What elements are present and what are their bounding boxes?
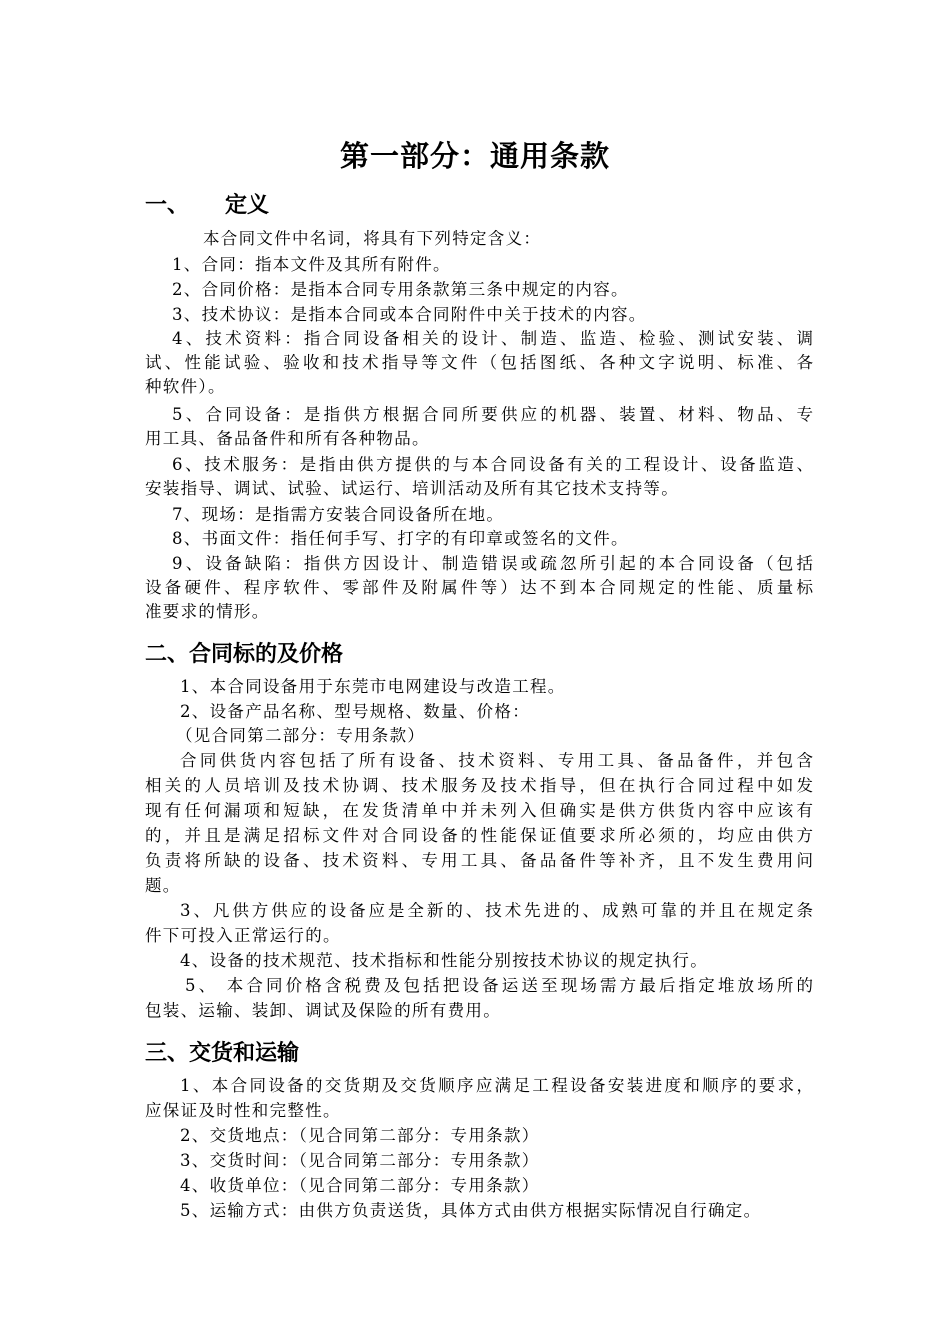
section-2-heading: 二、合同标的及价格 (145, 642, 344, 667)
section-3-item-5: 5、运输方式：由供方负责送货，具体方式由供方根据实际情况自行确定。 (180, 1201, 762, 1220)
section-2-reference: （见合同第二部分：专用条款） (176, 726, 426, 745)
section-2-item-5-line-1: 5、 本合同价格含税费及包括把设备运送至现场需方最后指定堆放场所的 (185, 976, 813, 995)
section-3-item-3: 3、交货时间：（见合同第二部分：专用条款） (180, 1151, 540, 1170)
definition-4-line-1: 4、技术资料：指合同设备相关的设计、制造、监造、检验、测试安装、调 (172, 329, 813, 348)
section-2-item-4: 4、设备的技术规范、技术指标和性能分别按技术协议的规定执行。 (180, 951, 708, 970)
section-1-heading (145, 188, 269, 219)
section-1-intro: 本合同文件中名词，将具有下列特定含义： (203, 229, 542, 248)
definition-9-line-1: 9、设备缺陷：指供方因设计、制造错误或疏忽所引起的本合同设备（包括 (172, 554, 813, 573)
definition-9-line-2: 设备硬件、程序软件、零部件及附属件等）达不到本合同规定的性能、质量标 (145, 578, 813, 597)
definition-6-line-1: 6、技术服务：是指由供方提供的与本合同设备有关的工程设计、设备监造、 (172, 455, 813, 474)
definition-6-line-2: 安装指导、调试、试验、试运行、培训活动及所有其它技术支持等。 (145, 479, 679, 498)
section-2-item-3-line-1: 3、凡供方供应的设备应是全新的、技术先进的、成熟可靠的并且在规定条 (180, 901, 813, 920)
section-1-number: 一、 (145, 193, 190, 218)
section-1-title: 定义 (225, 193, 270, 218)
section-3-item-2: 2、交货地点：（见合同第二部分：专用条款） (180, 1126, 540, 1145)
section-3-heading: 三、交货和运输 (145, 1041, 300, 1066)
supply-scope-line-6: 题。 (145, 876, 181, 895)
definition-7: 7、现场：是指需方安装合同设备所在地。 (172, 505, 505, 524)
section-2-item-2: 2、设备产品名称、型号规格、数量、价格： (180, 702, 530, 721)
section-2-item-5-line-2: 包装、运输、装卸、调试及保险的所有费用。 (145, 1001, 501, 1020)
definition-8: 8、书面文件：指任何手写、打字的有印章或签名的文件。 (172, 529, 629, 548)
supply-scope-line-3: 现有任何漏项和短缺，在发货清单中并未列入但确实是供方供货内容中应该有 (145, 801, 813, 820)
definition-2: 2、合同价格：是指本合同专用条款第三条中规定的内容。 (172, 280, 629, 299)
section-3-item-1-line-2: 应保证及时性和完整性。 (145, 1101, 341, 1120)
definition-3: 3、技术协议：是指本合同或本合同附件中关于技术的内容。 (172, 305, 647, 324)
section-2-item-3-line-2: 件下可投入正常运行的。 (145, 926, 341, 945)
definition-5-line-2: 用工具、备品备件和所有各种物品。 (145, 429, 430, 448)
definition-5-line-1: 5、合同设备：是指供方根据合同所要供应的机器、装置、材料、物品、专 (172, 405, 813, 424)
supply-scope-line-5: 负责将所缺的设备、技术资料、专用工具、备品备件等补齐，且不发生费用问 (145, 851, 813, 870)
supply-scope-line-4: 的，并且是满足招标文件对合同设备的性能保证值要求所必须的，均应由供方 (145, 826, 813, 845)
section-2-item-1: 1、本合同设备用于东莞市电网建设与改造工程。 (180, 677, 566, 696)
definition-1: 1、合同：指本文件及其所有附件。 (172, 255, 451, 274)
definition-4-line-2: 试、性能试验、验收和技术指导等文件（包括图纸、各种文字说明、标准、各 (145, 353, 813, 372)
definition-9-line-3: 准要求的情形。 (145, 602, 270, 621)
supply-scope-line-1: 合同供货内容包括了所有设备、技术资料、专用工具、备品备件，并包含 (180, 751, 813, 770)
supply-scope-line-2: 相关的人员培训及技术协调、技术服务及技术指导，但在执行合同过程中如发 (145, 776, 813, 795)
section-3-item-4: 4、收货单位：（见合同第二部分：专用条款） (180, 1176, 540, 1195)
section-3-item-1-line-1: 1、本合同设备的交货期及交货顺序应满足工程设备安装进度和顺序的要求， (180, 1076, 813, 1095)
definition-4-line-3: 种软件）。 (145, 377, 226, 396)
page-title: 第一部分：通用条款 (339, 139, 610, 173)
